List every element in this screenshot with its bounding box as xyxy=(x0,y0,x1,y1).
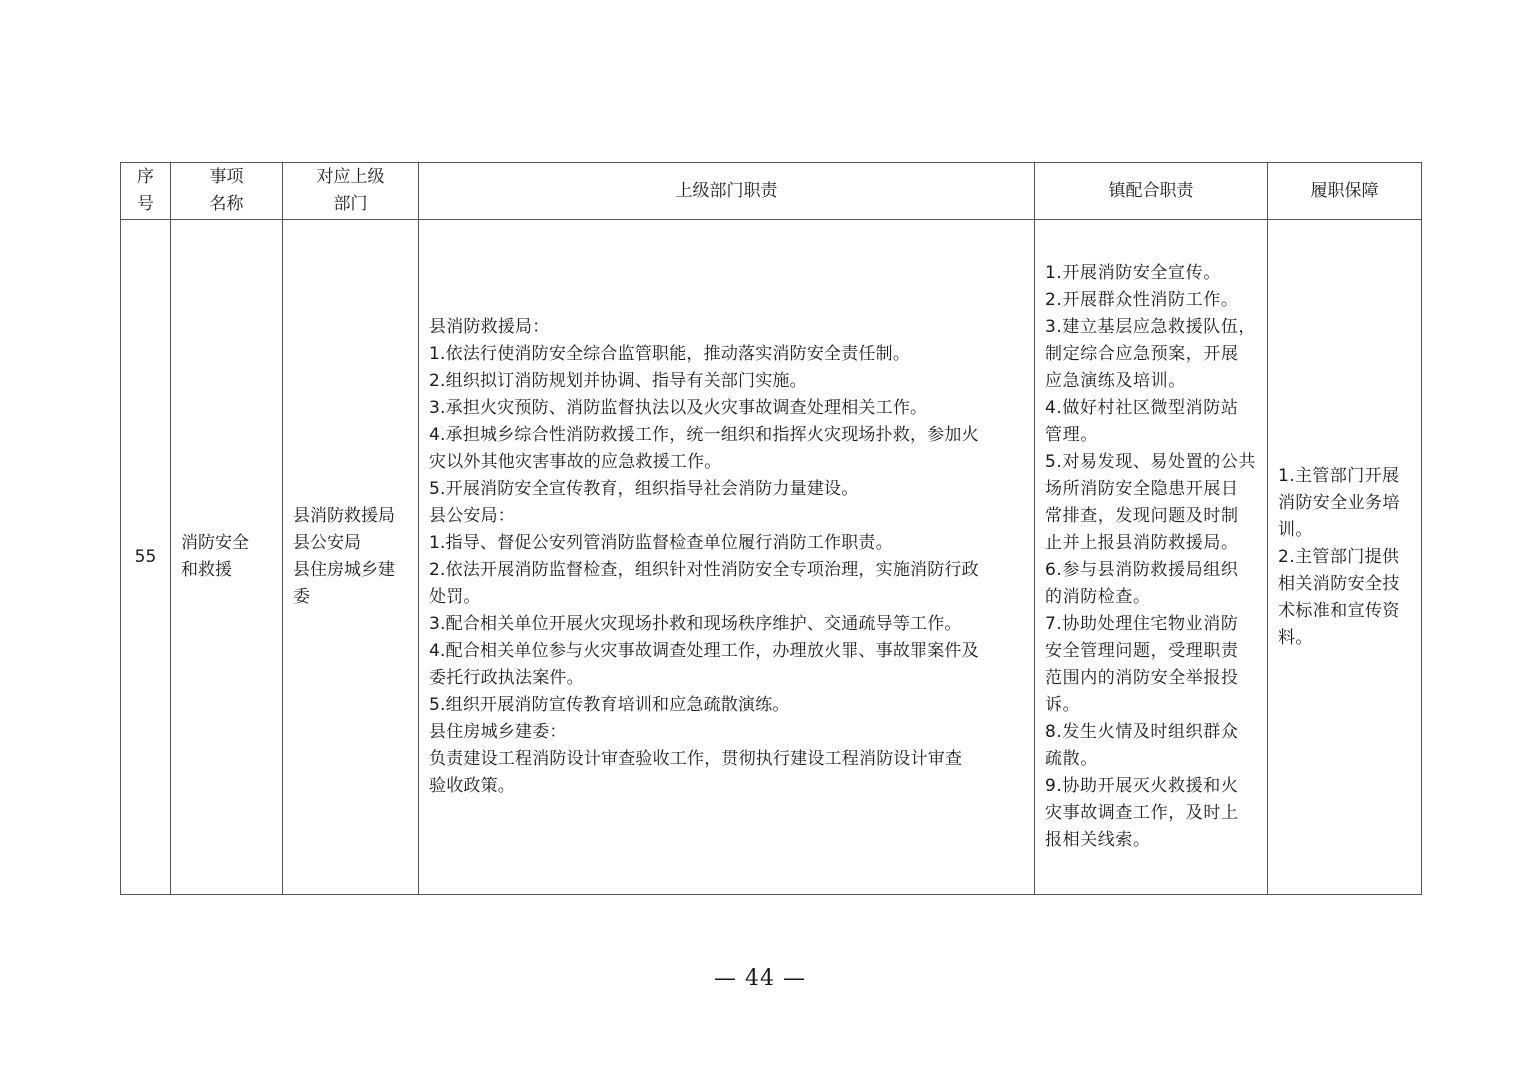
row-upper-duties: 县消防救援局： 1.依法行使消防安全综合监管职能，推动落实消防安全责任制。 2.组织拟订消防规划并协调、指导有关部门实施。 3.承担火灾预防、消防监督执法以及火灾事故调查处理相关工作。 4.承担城乡综合性消防救援工作，统一组织和指挥火灾现场扑救，参加火 灾以外其他灾害事故的应急救援工作。 5.开展消防安全宣传教育，组织指导社会消防力量建设。 县公安局： 1.指导、督促公安列管消防监督检查单位履行消防工作职责。 2.依法开展消防监督检查，组织针对性消防安全专项治理，实施消防行政 处罚。 3.配合相关单位开展火灾现场扑救和现场秩序维护、交通疏导等工作。 4.配合相关单位参与火灾事故调查处理工作，办理放火罪、事故罪案件及 委托行政执法案件。 5.组织开展消防宣传教育培训和应急疏散演练。 县住房城乡建委： 负责建设工程消防设计审查验收工作，贯彻执行建设工程消防设计审查 验收政策。 xyxy=(419,220,1035,895)
row-town-duties: 1.开展消防安全宣传。 2.开展群众性消防工作。 3.建立基层应急救援队伍， 制定综合应急预案，开展 应急演练及培训。 4.做好村社区微型消防站 管理。 5.对易发现、易处置的公共 场所消防安全隐患开展日 常排查，发现问题及时制 止并上报县消防救援局。 6.参与县消防救援局组织 的消防检查。 7.协助处理住宅物业消防 安全管理问题，受理职责 范围内的消防安全举报投 诉。 8.发生火情及时组织群众 疏散。 9.协助开展灭火救援和火 灾事故调查工作，及时上 报相关线索。 xyxy=(1035,220,1268,895)
row-upper-dept: 县消防救援局 县公安局 县住房城乡建 委 xyxy=(283,220,419,895)
header-item-name: 事项 名称 xyxy=(171,163,283,220)
header-seq: 序 号 xyxy=(121,163,171,220)
header-upper-duties: 上级部门职责 xyxy=(419,163,1035,220)
row-item-name: 消防安全 和救援 xyxy=(171,220,283,895)
header-upper-dept: 对应上级 部门 xyxy=(283,163,419,220)
header-guarantee: 履职保障 xyxy=(1268,163,1422,220)
duty-table xyxy=(120,162,1422,895)
header-town-duties: 镇配合职责 xyxy=(1035,163,1268,220)
page-number: — 44 — xyxy=(714,966,806,991)
row-guarantee: 1.主管部门开展 消防安全业务培 训。 2.主管部门提供 相关消防安全技 术标准和宣传资 料。 xyxy=(1268,220,1422,895)
table-row xyxy=(121,220,1422,895)
row-seq: 55 xyxy=(121,220,171,895)
header-row xyxy=(121,163,1422,220)
